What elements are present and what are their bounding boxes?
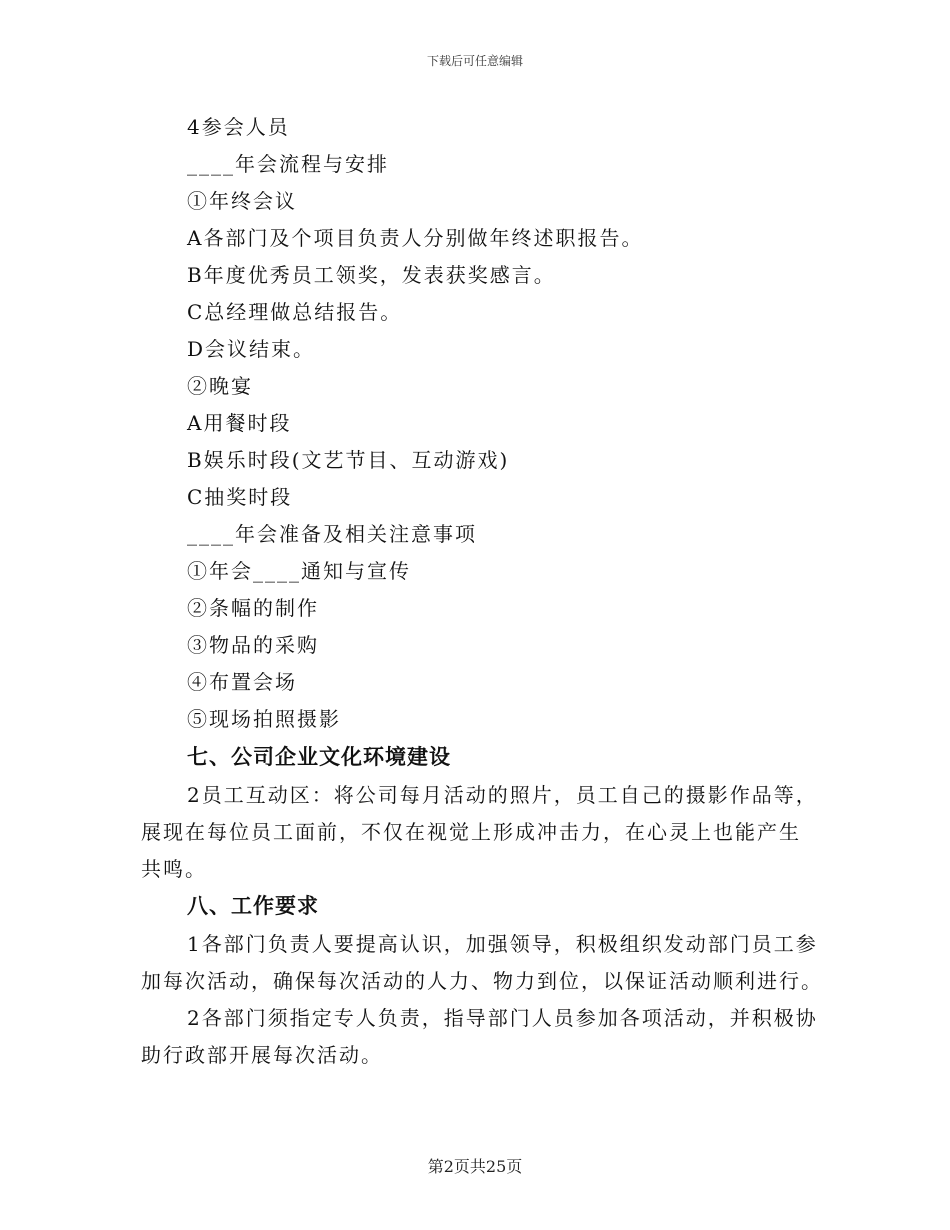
text-line: 4参会人员 bbox=[187, 115, 290, 139]
paragraph-line: 2员工互动区：将公司每月活动的照片，员工自己的摄影作品等， bbox=[187, 783, 818, 807]
text-line: ①年终会议 bbox=[187, 189, 297, 213]
text-line: B年度优秀员工领奖，发表获奖感言。 bbox=[187, 263, 556, 287]
paragraph-line: 2各部门须指定专人负责，指导部门人员参加各项活动，并积极协 bbox=[187, 1006, 818, 1030]
section-heading-7: 七、公司企业文化环境建设 bbox=[187, 745, 451, 769]
text-line: ③物品的采购 bbox=[187, 633, 319, 657]
text-line: ②晚宴 bbox=[187, 374, 253, 398]
text-line: ____年会流程与安排 bbox=[187, 152, 389, 176]
text-line: A各部门及个项目负责人分别做年终述职报告。 bbox=[187, 226, 644, 250]
text-line: D会议结束。 bbox=[187, 337, 316, 361]
paragraph-line: 共鸣。 bbox=[141, 857, 207, 881]
text-line: ②条幅的制作 bbox=[187, 596, 319, 620]
text-line: ④布置会场 bbox=[187, 670, 297, 694]
text-line: ①年会____通知与宣传 bbox=[187, 559, 411, 583]
paragraph-line: 展现在每位员工面前，不仅在视觉上形成冲击力，在心灵上也能产生 bbox=[141, 820, 801, 844]
page-header: 下载后可任意编辑 bbox=[426, 54, 523, 68]
text-line: A用餐时段 bbox=[187, 411, 292, 435]
paragraph-line: 1各部门负责人要提高认识，加强领导，积极组织发动部门员工参 bbox=[187, 932, 818, 956]
text-line: ⑤现场拍照摄影 bbox=[187, 707, 341, 731]
text-line: B娱乐时段(文艺节目、互动游戏) bbox=[187, 448, 510, 472]
paragraph-line: 加每次活动，确保每次活动的人力、物力到位，以保证活动顺利进行。 bbox=[141, 969, 823, 993]
text-line: ____年会准备及相关注意事项 bbox=[187, 522, 477, 546]
paragraph-line: 助行政部开展每次活动。 bbox=[141, 1043, 383, 1067]
text-line: C抽奖时段 bbox=[187, 485, 293, 509]
page-number: 第2页共25页 bbox=[427, 1157, 523, 1176]
text-line: C总经理做总结报告。 bbox=[187, 300, 403, 324]
section-heading-8: 八、工作要求 bbox=[187, 894, 319, 918]
